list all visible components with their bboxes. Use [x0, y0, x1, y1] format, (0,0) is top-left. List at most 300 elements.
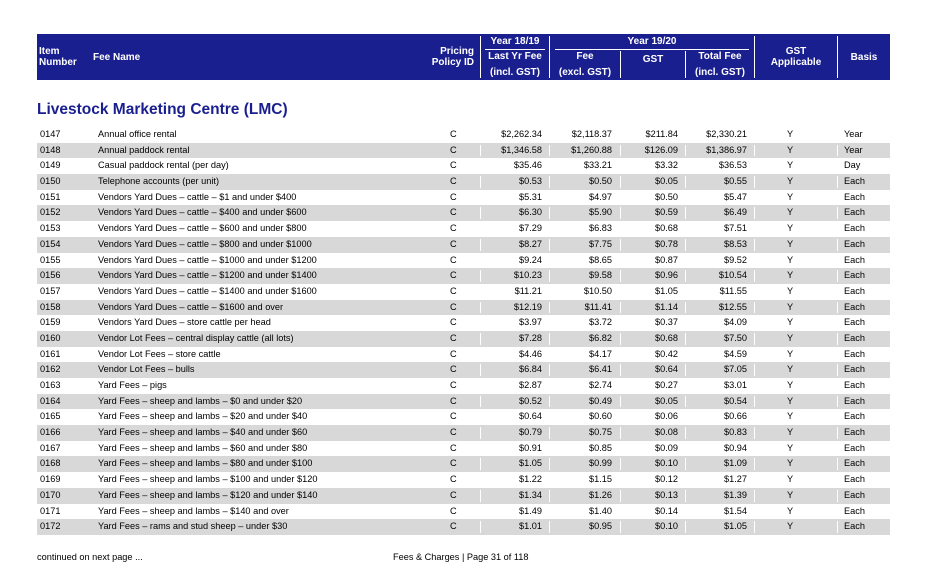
cell-fee: $6.82 [589, 332, 612, 343]
cell-gst: $0.50 [655, 191, 678, 202]
table-row [37, 221, 890, 237]
cell-gst: $0.05 [655, 176, 678, 187]
cell-total-fee: $11.55 [719, 285, 747, 296]
column-divider [549, 427, 550, 439]
cell-fee: $5.90 [589, 207, 612, 218]
header-total-fee-line1: Total Fee [698, 51, 742, 62]
cell-item-number: 0170 [40, 489, 61, 500]
column-divider [549, 396, 550, 408]
cell-gst-applicable: Y [787, 301, 794, 312]
table-row [37, 190, 890, 206]
column-divider [754, 145, 755, 157]
column-divider [685, 521, 686, 533]
column-divider [754, 458, 755, 470]
column-divider [620, 145, 621, 157]
cell-gst-applicable: Y [787, 160, 794, 171]
cell-last-yr-fee: $9.24 [519, 254, 542, 265]
cell-item-number: 0153 [40, 223, 61, 234]
column-divider [685, 458, 686, 470]
cell-item-number: 0160 [40, 332, 61, 343]
cell-item-number: 0168 [40, 458, 61, 469]
cell-total-fee: $7.51 [724, 223, 747, 234]
column-divider [685, 364, 686, 376]
cell-fee: $0.75 [589, 427, 612, 438]
column-divider [549, 176, 550, 188]
cell-gst: $3.32 [655, 160, 678, 171]
cell-total-fee: $10.54 [718, 270, 747, 281]
cell-last-yr-fee: $11.21 [514, 285, 542, 296]
column-divider [837, 270, 838, 282]
column-divider [837, 176, 838, 188]
column-divider [480, 145, 481, 157]
cell-fee: $11.41 [584, 301, 612, 312]
cell-last-yr-fee: $5.31 [519, 191, 542, 202]
column-divider [549, 207, 550, 219]
cell-last-yr-fee: $2,262.34 [501, 129, 542, 139]
cell-fee-name: Yard Fees – sheep and lambs – $20 and under $40 [98, 411, 308, 422]
cell-fee-name: Vendors Yard Dues – store cattle per head [98, 317, 271, 328]
cell-pricing-policy: C [450, 270, 457, 281]
section-title: Livestock Marketing Centre (LMC) [37, 101, 288, 118]
cell-fee-name: Telephone accounts (per unit) [98, 176, 220, 187]
cell-pricing-policy: C [450, 489, 457, 500]
cell-gst-applicable: Y [787, 176, 794, 187]
cell-gst: $0.14 [655, 505, 678, 516]
cell-total-fee: $1.05 [724, 521, 747, 532]
cell-total-fee: $1.27 [724, 474, 747, 485]
cell-gst-applicable: Y [787, 395, 794, 406]
cell-total-fee: $36.53 [718, 160, 747, 171]
cell-fee-name: Casual paddock rental (per day) [98, 160, 229, 171]
column-divider [549, 270, 550, 282]
cell-basis: Each [844, 427, 865, 438]
table-row [37, 253, 890, 269]
header-fee-name: Fee Name [93, 51, 141, 63]
cell-total-fee: $2,330.21 [706, 129, 747, 139]
header-gst-applicable-line1: GST [785, 46, 807, 57]
cell-pricing-policy: C [450, 458, 457, 469]
cell-gst-applicable: Y [787, 505, 794, 516]
header-item-number-line2: Number [39, 57, 77, 68]
column-divider [549, 145, 550, 157]
cell-last-yr-fee: $1.01 [519, 521, 542, 532]
cell-gst-applicable: Y [787, 458, 794, 469]
cell-basis: Each [844, 348, 865, 359]
cell-last-yr-fee: $6.84 [519, 364, 542, 375]
column-divider [754, 176, 755, 188]
cell-pricing-policy: C [450, 285, 457, 296]
cell-basis: Each [844, 254, 865, 265]
cell-last-yr-fee: $2.87 [519, 380, 542, 390]
cell-fee: $0.49 [589, 395, 612, 406]
column-divider [685, 145, 686, 157]
cell-fee: $2,118.37 [571, 129, 612, 139]
header-gst-applicable-line2: Applicable [770, 57, 822, 68]
cell-pricing-policy: C [450, 176, 457, 187]
cell-gst: $211.84 [645, 129, 678, 139]
cell-fee-name: Annual paddock rental [98, 144, 190, 155]
column-divider [685, 302, 686, 314]
cell-total-fee: $4.59 [724, 348, 747, 359]
cell-last-yr-fee: $12.19 [513, 301, 542, 312]
cell-last-yr-fee: $7.29 [519, 223, 542, 234]
column-divider [754, 521, 755, 533]
cell-gst: $0.10 [655, 458, 678, 469]
cell-item-number: 0158 [40, 301, 61, 312]
cell-basis: Each [844, 521, 865, 532]
cell-item-number: 0162 [40, 364, 61, 375]
table-row [37, 362, 890, 378]
column-divider [754, 396, 755, 408]
table-row [37, 315, 890, 331]
cell-fee-name: Yard Fees – sheep and lambs – $0 and under $20 [98, 395, 303, 406]
column-divider [754, 333, 755, 345]
table-row [37, 441, 890, 457]
column-divider [549, 490, 550, 502]
cell-total-fee: $12.55 [718, 301, 747, 312]
header-total-fee [686, 49, 754, 80]
column-divider [620, 270, 621, 282]
cell-fee-name: Vendors Yard Dues – cattle – $800 and under $1000 [98, 238, 312, 249]
cell-gst-applicable: Y [787, 332, 794, 343]
column-divider [837, 490, 838, 502]
header-fee-line2: (excl. GST) [558, 67, 612, 78]
header-total-fee-line2: (incl. GST) [695, 67, 745, 78]
cell-fee-name: Vendor Lot Fees – central display cattle (all lots) [98, 332, 294, 343]
cell-basis: Each [844, 207, 865, 218]
cell-total-fee: $1.54 [724, 505, 747, 516]
cell-fee-name: Yard Fees – sheep and lambs – $100 and under $120 [98, 474, 318, 485]
table-row [37, 205, 890, 221]
cell-gst-applicable: Y [787, 489, 794, 500]
cell-fee-name: Vendors Yard Dues – cattle – $400 and under $600 [98, 207, 307, 218]
column-divider [837, 207, 838, 219]
cell-basis: Each [844, 301, 865, 312]
cell-item-number: 0159 [40, 317, 61, 328]
cell-gst: $0.13 [655, 489, 678, 500]
cell-basis: Each [844, 505, 865, 516]
column-divider [549, 521, 550, 533]
column-divider [480, 333, 481, 345]
cell-last-yr-fee: $7.28 [519, 332, 542, 343]
header-pricing-policy-line2: Policy ID [431, 57, 474, 68]
cell-fee-name: Yard Fees – sheep and lambs – $60 and under $80 [98, 442, 308, 453]
cell-gst: $0.05 [655, 395, 678, 406]
column-divider [620, 427, 621, 439]
cell-gst: $126.09 [644, 144, 678, 155]
cell-fee: $6.83 [589, 223, 612, 234]
cell-fee: $0.99 [589, 458, 612, 469]
column-divider [754, 302, 755, 314]
cell-fee: $0.50 [589, 176, 612, 187]
column-divider [620, 207, 621, 219]
cell-fee-name: Yard Fees – sheep and lambs – $140 and over [98, 505, 289, 516]
cell-fee: $9.58 [589, 270, 612, 281]
cell-pricing-policy: C [450, 348, 457, 359]
cell-fee-name: Vendors Yard Dues – cattle – $1200 and under $1400 [98, 270, 317, 281]
cell-last-yr-fee: $0.79 [519, 427, 542, 438]
column-divider [837, 396, 838, 408]
table-row [37, 284, 890, 300]
cell-gst-applicable: Y [787, 348, 794, 359]
cell-last-yr-fee: $6.30 [519, 207, 542, 218]
cell-fee-name: Yard Fees – rams and stud sheep – under $30 [98, 521, 288, 532]
cell-fee-name: Annual office rental [98, 129, 177, 139]
cell-fee-name: Yard Fees – pigs [98, 380, 167, 390]
cell-pricing-policy: C [450, 411, 457, 422]
cell-item-number: 0172 [40, 521, 61, 532]
cell-basis: Each [844, 270, 865, 281]
cell-total-fee: $1.09 [724, 458, 747, 469]
table-row [37, 456, 890, 472]
column-divider [685, 176, 686, 188]
cell-item-number: 0150 [40, 176, 61, 187]
cell-pricing-policy: C [450, 144, 457, 155]
cell-fee: $8.65 [589, 254, 612, 265]
cell-item-number: 0171 [40, 505, 61, 516]
cell-gst: $0.37 [655, 317, 678, 328]
cell-fee: $2.74 [589, 380, 612, 390]
cell-item-number: 0147 [40, 129, 61, 139]
header-fee [550, 49, 620, 80]
cell-total-fee: $3.01 [724, 380, 747, 390]
cell-gst-applicable: Y [787, 364, 794, 375]
cell-pricing-policy: C [450, 207, 457, 218]
cell-basis: Each [844, 442, 865, 453]
cell-gst-applicable: Y [787, 442, 794, 453]
header-basis: Basis [850, 51, 878, 63]
table-row [37, 472, 890, 488]
cell-pricing-policy: C [450, 521, 457, 532]
column-divider [549, 333, 550, 345]
column-divider [685, 490, 686, 502]
cell-total-fee: $0.94 [724, 442, 747, 453]
cell-pricing-policy: C [450, 364, 457, 375]
column-divider [837, 427, 838, 439]
table-row [37, 519, 890, 535]
column-divider [837, 521, 838, 533]
header-year-1920: Year 19/20 [627, 36, 677, 47]
column-divider [480, 458, 481, 470]
header-item-number-line1: Item [39, 46, 60, 57]
table-row [37, 394, 890, 410]
cell-item-number: 0169 [40, 474, 61, 485]
cell-gst: $0.96 [655, 270, 678, 281]
cell-gst: $0.68 [655, 332, 678, 343]
cell-basis: Each [844, 380, 865, 390]
cell-gst-applicable: Y [787, 144, 794, 155]
cell-basis: Year [844, 144, 863, 155]
cell-basis: Each [844, 489, 865, 500]
cell-last-yr-fee: $4.46 [519, 348, 542, 359]
cell-last-yr-fee: $0.64 [519, 411, 542, 422]
cell-basis: Each [844, 285, 865, 296]
cell-item-number: 0165 [40, 411, 61, 422]
cell-item-number: 0149 [40, 160, 61, 171]
header-last-yr-fee-line1: Last Yr Fee [488, 51, 542, 62]
cell-item-number: 0166 [40, 427, 61, 438]
cell-gst: $1.14 [655, 301, 678, 312]
column-divider [480, 364, 481, 376]
cell-fee: $0.60 [589, 411, 612, 422]
table-row [37, 174, 890, 190]
cell-fee: $3.72 [589, 317, 612, 328]
cell-pricing-policy: C [450, 427, 457, 438]
cell-item-number: 0167 [40, 442, 61, 453]
cell-gst: $0.27 [655, 380, 678, 390]
cell-item-number: 0164 [40, 395, 61, 406]
header-last-yr-fee-line2: (incl. GST) [490, 67, 540, 78]
cell-total-fee: $6.49 [724, 207, 747, 218]
cell-item-number: 0163 [40, 380, 61, 390]
continued-note: continued on next page ... [37, 552, 143, 562]
cell-gst: $0.78 [655, 238, 678, 249]
column-divider [837, 458, 838, 470]
cell-item-number: 0157 [40, 285, 61, 296]
table-row [37, 504, 890, 520]
column-divider [685, 207, 686, 219]
cell-pricing-policy: C [450, 223, 457, 234]
cell-item-number: 0156 [40, 270, 61, 281]
cell-basis: Each [844, 238, 865, 249]
cell-total-fee: $0.54 [724, 395, 747, 406]
column-divider [480, 302, 481, 314]
column-divider [620, 396, 621, 408]
table-row [37, 143, 890, 159]
header-gst-applicable [755, 34, 837, 80]
cell-gst: $0.06 [655, 411, 678, 422]
cell-last-yr-fee: $1.05 [519, 458, 542, 469]
column-divider [620, 239, 621, 251]
column-divider [620, 302, 621, 314]
cell-fee: $7.75 [589, 238, 612, 249]
cell-last-yr-fee: $0.91 [519, 442, 542, 453]
column-divider [480, 207, 481, 219]
cell-basis: Each [844, 317, 865, 328]
table-row [37, 158, 890, 174]
cell-item-number: 0148 [40, 144, 61, 155]
column-divider [480, 490, 481, 502]
table-row [37, 300, 890, 316]
cell-fee-name: Yard Fees – sheep and lambs – $40 and under $60 [98, 427, 308, 438]
column-divider [837, 145, 838, 157]
table-header [37, 34, 890, 80]
cell-fee: $0.95 [589, 521, 612, 532]
column-divider [754, 270, 755, 282]
cell-last-yr-fee: $1.22 [519, 474, 542, 485]
cell-fee: $1.15 [589, 474, 612, 485]
cell-last-yr-fee: $0.53 [519, 176, 542, 187]
cell-basis: Each [844, 191, 865, 202]
cell-gst: $0.10 [655, 521, 678, 532]
cell-total-fee: $4.09 [724, 317, 747, 328]
column-divider [837, 302, 838, 314]
cell-pricing-policy: C [450, 254, 457, 265]
cell-gst-applicable: Y [787, 129, 794, 139]
cell-last-yr-fee: $0.52 [519, 395, 542, 406]
cell-last-yr-fee: $35.46 [513, 160, 542, 171]
cell-pricing-policy: C [450, 380, 457, 390]
column-divider [620, 521, 621, 533]
cell-gst: $0.87 [655, 254, 678, 265]
cell-pricing-policy: C [450, 238, 457, 249]
cell-gst-applicable: Y [787, 427, 794, 438]
cell-basis: Each [844, 364, 865, 375]
cell-gst-applicable: Y [787, 191, 794, 202]
column-divider [480, 396, 481, 408]
cell-gst-applicable: Y [787, 285, 794, 296]
cell-last-yr-fee: $8.27 [519, 238, 542, 249]
column-divider [480, 521, 481, 533]
cell-pricing-policy: C [450, 395, 457, 406]
cell-last-yr-fee: $3.97 [519, 317, 542, 328]
cell-total-fee: $9.52 [724, 254, 747, 265]
cell-fee: $10.50 [583, 285, 612, 296]
cell-pricing-policy: C [450, 129, 457, 139]
cell-fee-name: Vendor Lot Fees – bulls [98, 364, 195, 375]
cell-gst-applicable: Y [787, 238, 794, 249]
cell-total-fee: $0.66 [724, 411, 747, 422]
cell-item-number: 0151 [40, 191, 61, 202]
cell-fee: $4.97 [589, 191, 612, 202]
cell-gst-applicable: Y [787, 223, 794, 234]
cell-item-number: 0154 [40, 238, 61, 249]
column-divider [685, 333, 686, 345]
column-divider [480, 270, 481, 282]
cell-total-fee: $5.47 [724, 191, 747, 202]
cell-fee: $6.41 [589, 364, 612, 375]
column-divider [620, 364, 621, 376]
table-row [37, 347, 890, 363]
cell-basis: Each [844, 332, 865, 343]
column-divider [837, 333, 838, 345]
cell-gst-applicable: Y [787, 411, 794, 422]
cell-item-number: 0152 [40, 207, 61, 218]
cell-last-yr-fee: $1.34 [519, 489, 542, 500]
table-row [37, 409, 890, 425]
column-divider [549, 458, 550, 470]
cell-gst: $0.08 [655, 427, 678, 438]
cell-gst: $0.09 [655, 442, 678, 453]
table-row [37, 331, 890, 347]
column-divider [480, 176, 481, 188]
column-divider [480, 427, 481, 439]
cell-gst: $0.64 [655, 364, 678, 375]
cell-pricing-policy: C [450, 191, 457, 202]
cell-item-number: 0155 [40, 254, 61, 265]
cell-fee: $0.85 [589, 442, 612, 453]
column-divider [754, 364, 755, 376]
column-divider [549, 364, 550, 376]
cell-total-fee: $0.55 [724, 176, 747, 187]
cell-fee: $1,260.88 [571, 144, 612, 155]
cell-fee: $33.21 [583, 160, 612, 171]
table-row [37, 378, 890, 394]
cell-pricing-policy: C [450, 442, 457, 453]
cell-total-fee: $1.39 [724, 489, 747, 500]
cell-fee-name: Yard Fees – sheep and lambs – $80 and under $100 [98, 458, 313, 469]
cell-basis: Each [844, 223, 865, 234]
cell-gst: $0.59 [655, 207, 678, 218]
column-divider [685, 270, 686, 282]
column-divider [754, 239, 755, 251]
column-divider [620, 176, 621, 188]
header-pricing-policy [412, 34, 474, 80]
cell-gst: $1.05 [655, 285, 678, 296]
column-divider [754, 427, 755, 439]
cell-basis: Each [844, 395, 865, 406]
cell-fee: $1.26 [589, 489, 612, 500]
